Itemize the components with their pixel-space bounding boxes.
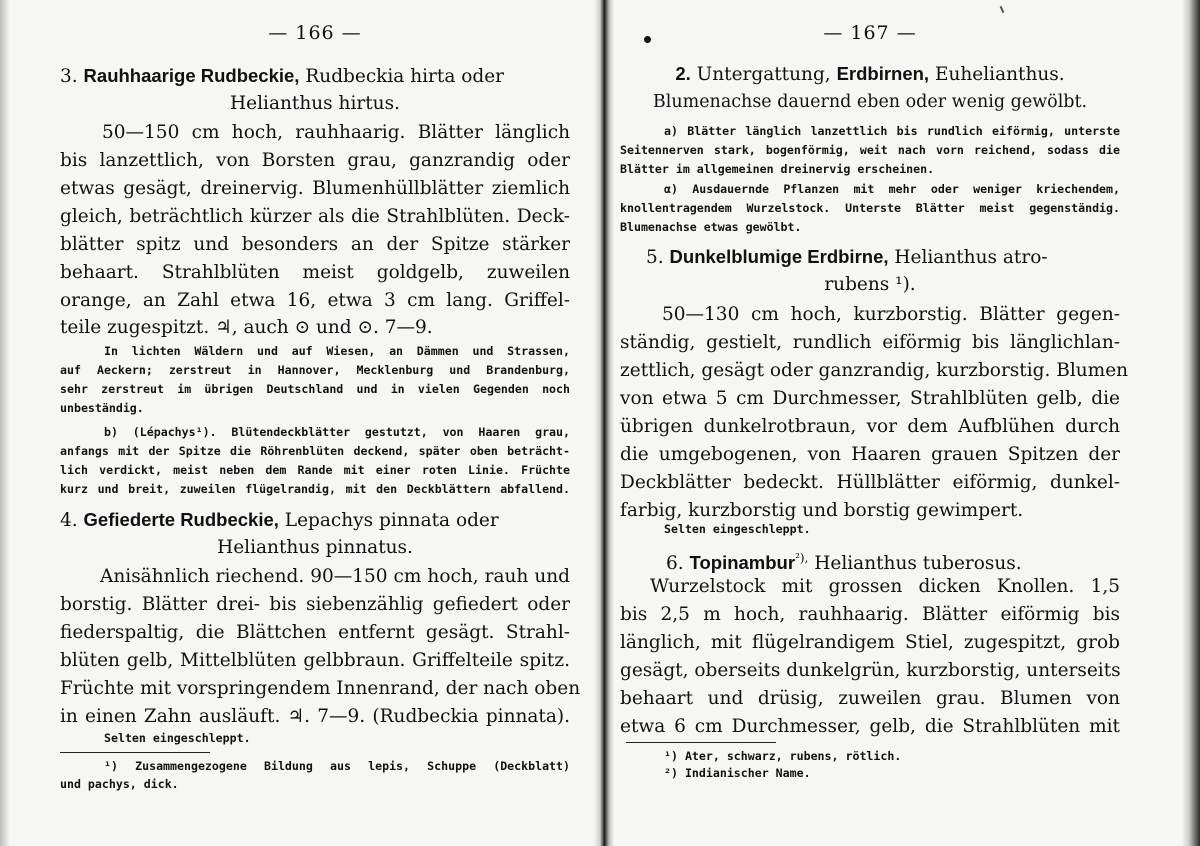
- body-line: 50—150 cm hoch, rauhhaarig. Blätter länglich: [102, 122, 570, 143]
- subsection-b-line: anfangs mit der Spitze die Röhrenblüten deckend, später oben beträcht-: [60, 444, 570, 458]
- entry-5-heading: [646, 245, 1048, 270]
- body-line: teile zugespitzt. ♃, auch ⊙ und ⊙. 7—9.: [60, 317, 433, 338]
- subgenus-latin: Euhelianthus.: [934, 64, 1065, 85]
- body-line: Deckblätter bedeckt. Hüllblätter eiförmig, dunkel-: [620, 472, 1120, 493]
- entry-name-latin-cont: Helianthus hirtus.: [230, 93, 400, 114]
- entry-name-german: Rauhhaarige Rudbeckie,: [83, 65, 300, 86]
- entry-name-latin-cont: rubens ¹).: [824, 274, 916, 295]
- subsection-b-line: kurz und breit, zuweilen flügelrandig, mit den Deckblättern abfallend.: [60, 482, 570, 496]
- footnote-rule: [60, 752, 210, 753]
- footnote-line: ²) Indianischer Name.: [664, 766, 811, 780]
- body-line: borstig. Blätter drei- bis siebenzählig gefiedert oder: [60, 594, 570, 615]
- footnote-ref: ²),: [795, 551, 809, 565]
- entry-name-latin: Helianthus tuberosus.: [814, 553, 1022, 575]
- habitat-line: In lichten Wäldern und auf Wiesen, an Dämmen und Strassen,: [104, 344, 570, 358]
- subgenus-name: Erdbirnen,: [836, 63, 930, 84]
- habitat-line: sehr zerstreut im übrigen Deutschland und in vielen Gegenden noch: [60, 382, 570, 396]
- footnote-line: und pachys, dick.: [60, 777, 179, 791]
- entry-3-heading: [60, 64, 504, 89]
- body-line: länglich, mit flügelrandigem Stiel, zugespitzt, grob: [620, 632, 1120, 653]
- subgenus-description: Blumenachse dauernd eben oder wenig gewölbt.: [652, 92, 1088, 112]
- body-line: gleich, beträchtlich kürzer als die Strahlblüten. Deck-: [60, 206, 570, 227]
- entry-name-german: Dunkelblumige Erdbirne,: [669, 246, 889, 267]
- body-line: Früchte mit vorspringendem Innenrand, der nach oben: [60, 678, 581, 699]
- body-line: behaart. Strahlblüten meist goldgelb, zuweilen: [60, 262, 570, 283]
- occurrence-note: Selten eingeschleppt.: [104, 731, 251, 745]
- entry-4-heading: [60, 508, 499, 533]
- body-line: von etwa 5 cm Durchmesser, Strahlblüten gelb, die: [620, 388, 1120, 409]
- habitat-line: unbeständig.: [60, 401, 144, 415]
- key-alpha-line: knollentragendem Wurzelstock. Unterste Blätter meist gegenständig.: [620, 201, 1120, 215]
- body-line: ständig, gestielt, rundlich eiförmig bis länglichlan-: [620, 332, 1120, 353]
- subsection-b-line: b) (Lépachys¹). Blütendeckblätter gestutzt, von Haaren grau,: [104, 425, 570, 439]
- body-line: behaart und drüsig, zuweilen grau. Blumen von: [620, 688, 1120, 709]
- right-page: [620, 0, 1129, 846]
- body-line: 50—130 cm hoch, kurzborstig. Blätter gegen-: [662, 304, 1120, 325]
- footnote-line: ¹) Zusammengezogene Bildung aus lepis, Schuppe (Deckblatt): [104, 759, 570, 773]
- key-a-line: a) Blätter länglich lanzettlich bis rundlich eiförmig, unterste: [664, 124, 1120, 138]
- body-line: fiederspaltig, die Blättchen entfernt gesägt. Strahl-: [60, 622, 570, 643]
- left-page: [60, 0, 581, 846]
- entry-name-german: Topinambur: [689, 552, 796, 574]
- body-line: Wurzelstock mit grossen dicken Knollen. 1,5: [650, 576, 1120, 597]
- body-line: blüten gelb, Mittelblüten gelbbraun. Griffelteile spitz.: [60, 650, 570, 671]
- subgenus-label: Untergattung,: [696, 64, 831, 85]
- body-line: die umgebogenen, von Haaren grauen Spitzen der: [620, 444, 1120, 465]
- body-line: gesägt, oberseits dunkelgrün, kurzborstig, unterseits: [620, 660, 1121, 681]
- entry-number: 6.: [666, 553, 684, 575]
- body-line: orange, an Zahl etwa 16, etwa 3 cm lang. Griffel-: [60, 290, 570, 311]
- left-page-edge: [0, 0, 10, 846]
- page-number: — 167 —: [823, 22, 917, 44]
- body-line: in einen Zahn ausläuft. ♃. 7—9. (Rudbeckia pinnata).: [60, 706, 570, 727]
- entry-number: 5.: [646, 247, 664, 268]
- right-page-edge: [1182, 0, 1200, 846]
- entry-name-latin: Lepachys pinnata oder: [284, 510, 499, 531]
- footnote-rule: [626, 742, 776, 743]
- body-line: farbig, kurzborstig und borstig gewimpert.: [620, 500, 1024, 521]
- body-line: übrigen dunkelrotbraun, vor dem Aufblühen durch: [620, 416, 1120, 437]
- body-line: blätter spitz und besonders an der Spitze stärker: [60, 234, 570, 255]
- entry-name-latin: Helianthus atro-: [894, 247, 1048, 268]
- entry-number: 3.: [60, 66, 78, 87]
- subgenus-number: 2.: [675, 63, 691, 84]
- body-line: etwas gesägt, dreinervig. Blumenhüllblätter ziemlich: [60, 178, 570, 199]
- habitat-line: auf Aeckern; zerstreut in Hannover, Mecklenburg und Brandenburg,: [60, 363, 570, 377]
- body-line: etwa 6 cm Durchmesser, gelb, die Strahlblüten mit: [620, 716, 1120, 737]
- subsection-b-line: lich verdickt, meist neben dem Rande mit einer roten Linie. Früchte: [60, 463, 570, 477]
- entry-name-latin: Rudbeckia hirta oder: [305, 66, 505, 87]
- key-a-line: Blätter im allgemeinen dreinervig erscheinen.: [620, 162, 935, 176]
- occurrence-note: Selten eingeschleppt.: [664, 522, 811, 536]
- body-line: bis lanzettlich, von Borsten grau, ganzrandig oder: [60, 150, 570, 171]
- body-line: bis 2,5 m hoch, rauhhaarig. Blätter eiförmig bis: [620, 604, 1120, 625]
- subgenus-heading: [620, 62, 1120, 87]
- book-gutter: [594, 0, 614, 846]
- footnote-line: ¹) Ater, schwarz, rubens, rötlich.: [664, 749, 902, 763]
- body-line: Anisähnlich riechend. 90—150 cm hoch, rauh und: [100, 566, 570, 587]
- entry-number: 4.: [60, 510, 78, 531]
- entry-name-latin-cont: Helianthus pinnatus.: [217, 537, 413, 558]
- key-alpha-line: Blumenachse etwas gewölbt.: [620, 220, 802, 234]
- entry-6-heading: [666, 546, 1022, 576]
- page-number: — 166 —: [268, 22, 362, 44]
- body-line: zettlich, gesägt oder ganzrandig, kurzborstig. Blumen: [620, 360, 1129, 381]
- key-a-line: Seitennerven stark, bogenförmig, weit nach vorn reichend, sodass die: [620, 143, 1120, 157]
- entry-name-german: Gefiederte Rudbeckie,: [83, 509, 279, 530]
- key-alpha-line: α) Ausdauernde Pflanzen mit mehr oder weniger kriechendem,: [664, 182, 1120, 196]
